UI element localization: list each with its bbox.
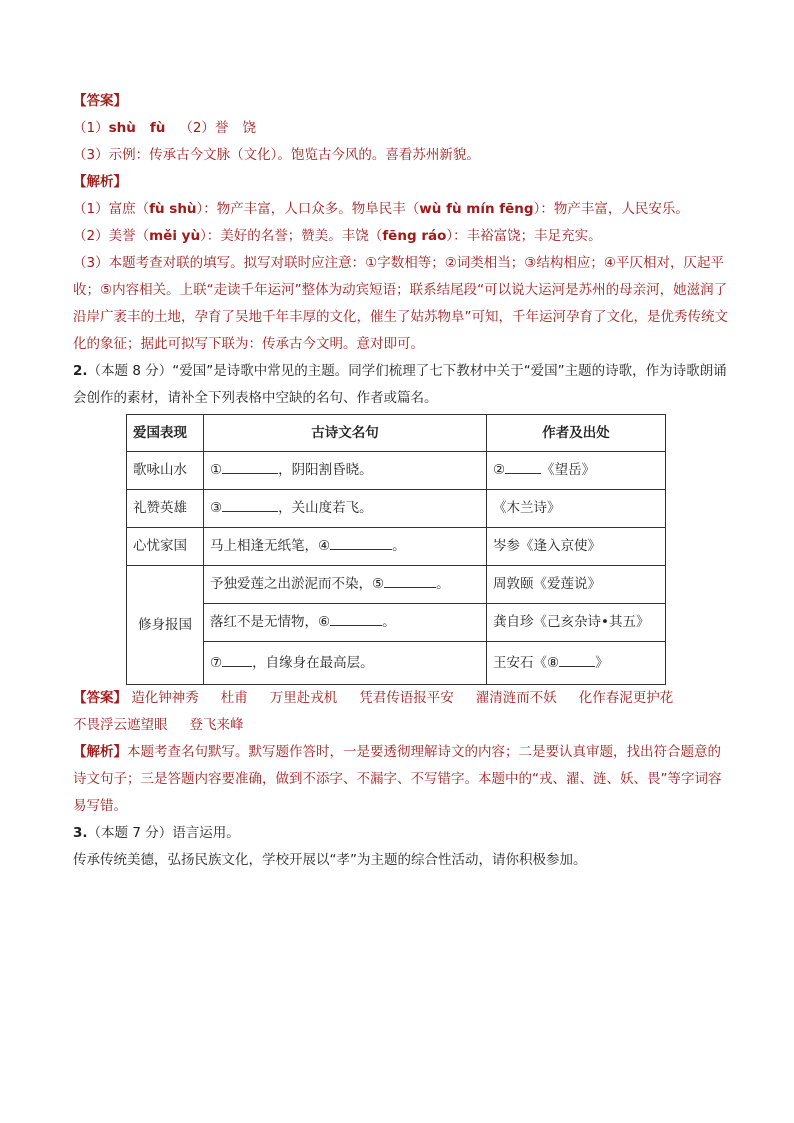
table-header: 作者及出处 [487,415,666,452]
table-cell-line [204,642,487,685]
q1-answer-tag [73,88,733,115]
cell-text: 岑参《逢入京使》 [493,538,601,554]
cell-text: 。 [436,576,450,592]
fill-blank[interactable] [505,459,541,474]
answer-prefix: （1） [73,120,109,136]
pinyin: wù fù mín fēng [419,201,534,217]
question-stem: “爱国”是诗歌中常见的主题。同学们梳理了七下教材中关于“爱国”主题的诗歌，作为诗歌朗诵会创作的素材，请补全下列表格中空缺的名句、作者或篇名。 [73,363,727,406]
pinyin: fù shù [149,201,197,217]
table-header: 古诗文名句 [204,415,487,452]
cell-text: ，自缘身在最高层。 [252,654,374,671]
fill-blank[interactable] [330,535,392,550]
table-cell-line [204,604,487,642]
answer-item: 化作春泥更护花 [578,690,674,706]
q1-answer-line-3 [73,142,733,169]
q3-heading [73,820,733,847]
cell-text: ① [210,462,223,478]
question-score: （本题 7 分） [87,825,173,841]
cell-text: 《望岳》 [541,462,596,478]
q1-answer-line-1 [73,115,733,142]
cell-text: 王安石《⑧ [493,654,560,671]
q1-analysis-line-1 [73,196,733,223]
table-cell-category: 修身报国 [127,566,204,685]
q2-analysis [73,739,733,820]
cell-text: ⑦ [210,654,223,671]
question-title: 语言运用。 [172,825,240,841]
table-header: 爱国表现 [127,415,204,452]
analysis-tag: 【解析】 [73,744,127,760]
question-score: （本题 8 分） [87,363,173,379]
table-cell-source [487,528,666,566]
answer-tag: 【答案】 [73,93,127,109]
q3-stem: 传承传统美德，弘扬民族文化，学校开展以“孝”为主题的综合性活动，请你积极参加。 [73,852,587,868]
answer-item: 登飞来峰 [189,717,244,733]
cell-text: 周敦颐《爱莲说》 [493,576,601,592]
question-number: 3. [73,825,88,841]
cell-text: 。 [382,614,396,630]
fill-blank[interactable] [384,573,436,588]
q1-analysis-tag [73,169,733,196]
analysis-tag: 【解析】 [73,174,127,190]
pinyin: měi yù [149,228,201,244]
answer-item: 濯清涟而不妖 [475,690,557,706]
cell-text: 予独爱莲之出淤泥而不染，⑤ [210,576,385,592]
table-cell-source [487,642,666,685]
fill-blank[interactable] [559,652,595,667]
poem-table [126,414,666,685]
analysis-text: 本题考查名句默写。默写题作答时，一是要透彻理解诗文的内容；二是要认真审题，找出符合题意的诗文句子；三是答题内容要准确，做到不添字、不漏字、不写错字。本题中的“戎、濯、涟、妖、畏”等字词容易写错。 [73,744,722,814]
cell-text: 落红不是无情物，⑥ [210,614,331,630]
cell-text: ② [493,462,506,478]
cell-text: 》 [595,654,609,671]
analysis-text: ）：美好的名誉；赞美。丰饶（ [200,228,383,244]
table-cell-category: 心忧家国 [127,528,204,566]
pinyin-answer: shù [108,120,136,136]
analysis-text: ）：物产丰富，人口众多。物阜民丰（ [196,201,420,217]
table-cell-line [204,528,487,566]
cell-text: ，关山度若飞。 [278,500,373,516]
fill-blank[interactable] [222,652,252,667]
cell-text: 马上相逢无纸笔，④ [210,538,331,554]
analysis-text: ）：丰裕富饶；丰足充实。 [446,228,602,244]
fill-blank[interactable] [222,497,278,512]
analysis-text: （2）美誉（ [73,228,150,244]
cell-text: ③ [210,500,223,516]
table-header-row [127,415,666,452]
answer-tag: 【答案】 [73,690,127,706]
q1-analysis-paragraph-3: （3）本题考查对联的填写。拟写对联时应注意：①字数相等；②词类相当；③结构相应；④平仄相对，仄起平收；⑤内容相关。上联“走读千年运河”整体为动宾短语；联系结尾段“可以说大运河是苏州的母亲河，她滋润了沿岸广袤丰的土地，孕育了吴地千年丰厚的文化，催生了姑苏物阜”可知，千年运河孕育了文化，是优秀传统文化的象征；据此可拟写下联为：传承古今文明。意对即可。 [73,255,728,352]
table-cell-line [204,452,487,490]
table-cell-source [487,452,666,490]
fill-blank[interactable] [222,459,278,474]
q2-answer-line-2 [73,712,733,739]
document-page [73,88,733,874]
table-cell-line [204,566,487,604]
answer-item: 不畏浮云遮望眼 [73,717,168,733]
q1-analysis-line-2 [73,223,733,250]
answer-prefix: （2） [179,120,215,136]
table-row [127,490,666,528]
analysis-text: ）：物产丰富，人民安乐。 [533,201,689,217]
char-answer: 誉 [214,120,229,136]
question-number: 2. [73,363,88,379]
cell-text: 龚自珍《己亥杂诗•其五》 [493,614,650,630]
answer-item: 凭君传语报平安 [359,690,454,706]
table-row [127,642,666,685]
cell-text: 。 [392,538,406,554]
answer-item: 万里赴戎机 [269,690,338,706]
q2-stem [73,358,733,412]
table-row [127,528,666,566]
q2-answer-line-1 [73,685,733,712]
answer-item: 杜甫 [220,690,248,706]
char-answer: 饶 [242,120,256,136]
answer-item: 造化钟神秀 [131,690,199,706]
table-row [127,604,666,642]
cell-text: ，阴阳割昏晓。 [278,462,373,478]
table-cell-category: 歌咏山水 [127,452,204,490]
pinyin-answer: fù [149,120,166,136]
table-row [127,566,666,604]
table-cell-source [487,604,666,642]
fill-blank[interactable] [330,611,382,626]
pinyin: fēng ráo [382,228,447,244]
cell-text: 《木兰诗》 [493,500,561,516]
analysis-text: （1）富庶（ [73,201,150,217]
table-row [127,452,666,490]
table-cell-source [487,490,666,528]
table-cell-category: 礼赞英雄 [127,490,204,528]
table-cell-source [487,566,666,604]
table-cell-line [204,490,487,528]
answer-text: （3）示例：传承古今文脉（文化）。饱览古今风的。喜看苏州新貌。 [73,147,480,163]
